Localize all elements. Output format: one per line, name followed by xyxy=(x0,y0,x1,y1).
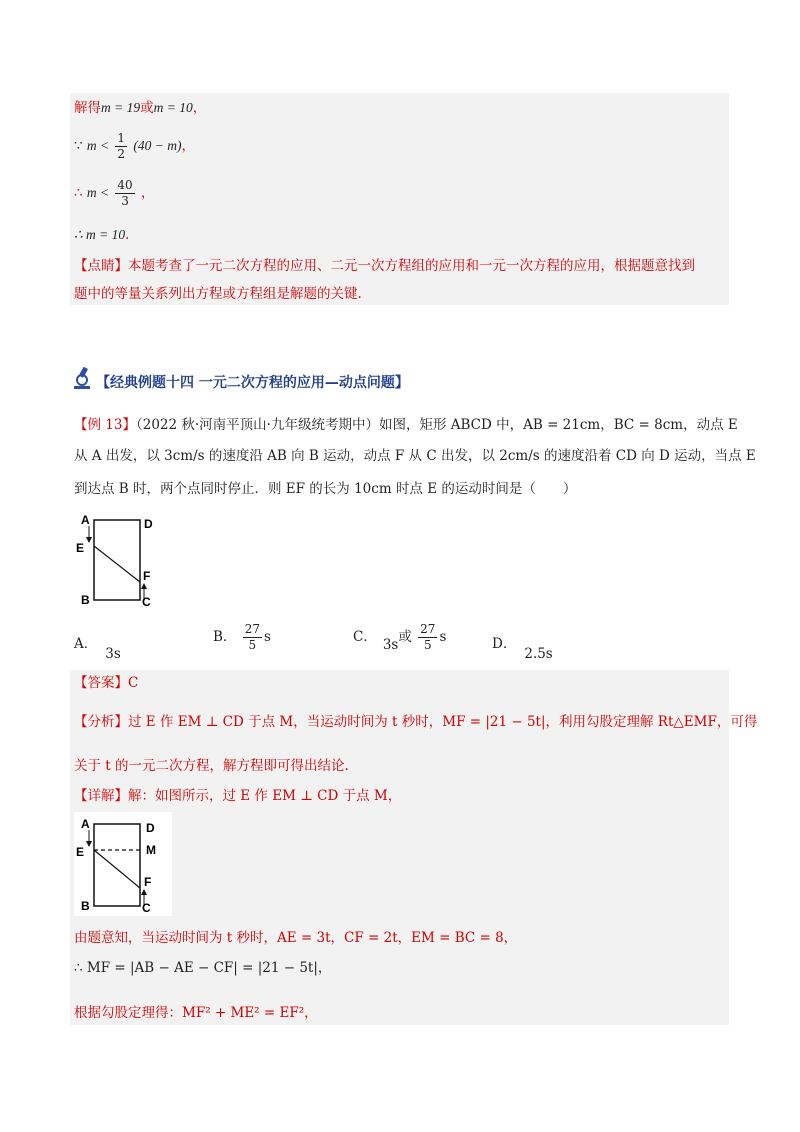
rectangle-figure-with-m xyxy=(74,812,172,916)
rectangle-figure xyxy=(74,508,164,608)
label-M: M xyxy=(146,843,156,857)
detail-step-2: ∴ MF = |AB − AE − CF| = |21 − 5t|， xyxy=(74,960,332,976)
line-therefore-bound: ∴ m < $\frac{40}{3}$ ， xyxy=(74,178,155,208)
label-E: E xyxy=(76,541,85,555)
detail-step-3: 根据勾股定理得：MF² + ME² = EF²， xyxy=(74,1005,318,1021)
comment-line-2: 题中的等量关系列出方程或方程组是解题的关键. xyxy=(74,286,362,302)
analysis-line-2: 关于 t 的一元二次方程，解方程即可得出结论. xyxy=(74,758,349,774)
label-C: C xyxy=(142,901,151,915)
label-F: F xyxy=(144,875,152,889)
line-because: ∵ m < $\frac{1}{2}$ (40 − m)， xyxy=(74,131,195,161)
line-final-m: ∴ m = 10． xyxy=(74,227,139,243)
option-d[interactable]: D．2.5s xyxy=(492,636,553,662)
detail-step-1: 由题意知，当运动时间为 t 秒时，AE = 3t，CF = 2t，EM = BC = 8， xyxy=(74,930,518,946)
comment-line-1: 【点睛】本题考查了一元二次方程的应用、二元一次方程组的应用和一元一次方程的应用，根据题意找到 xyxy=(74,258,695,274)
fraction-half: $\frac{1}{2}$ xyxy=(117,131,126,161)
label-C: C xyxy=(142,595,151,608)
label-A: A xyxy=(81,817,90,831)
example-line-2: 从 A 出发，以 3cm/s 的速度沿 AB 向 B 运动，动点 F 从 C 出发，以 2cm/s 的速度沿着 CD 向 D 运动，当点 E xyxy=(74,448,756,464)
label-B: B xyxy=(81,593,90,607)
example-line-1: 【例 13】（2022 秋·河南平顶山·九年级统考期中）如图，矩形 ABCD 中，AB = 21cm，BC = 8cm，动点 E xyxy=(74,417,738,433)
option-a[interactable]: A．3s xyxy=(74,636,121,662)
label-A: A xyxy=(81,513,90,527)
label-E: E xyxy=(76,845,85,859)
microscope-icon xyxy=(72,366,94,390)
label-D: D xyxy=(144,517,153,531)
detail-line: 【详解】解：如图所示，过 E 作 EM ⊥ CD 于点 M， xyxy=(74,788,402,804)
option-b[interactable]: B． $\frac{27}{5}$ s xyxy=(213,622,271,652)
answer-line: 【答案】C xyxy=(74,675,139,691)
example-line-3: 到达点 B 时，两个点同时停止．则 EF 的长为 10cm 时点 E 的运动时间是（ ） xyxy=(74,481,577,497)
section-heading: 【经典例题十四 一元二次方程的应用—动点问题】 xyxy=(96,375,409,391)
option-c[interactable]: C． 3s或 $\frac{27}{5}$ s xyxy=(353,622,447,653)
analysis-line-1: 【分析】过 E 作 EM ⊥ CD 于点 M，当运动时间为 t 秒时，MF = |21 − 5t|，利用勾股定理解 Rt△EMF，可得 xyxy=(74,714,758,730)
label-F: F xyxy=(143,569,151,583)
label-D: D xyxy=(146,821,155,835)
label-B: B xyxy=(81,899,90,913)
fraction-forty-thirds: $\frac{40}{3}$ xyxy=(117,178,133,208)
line-solve-result: 解得m = 19或m = 10， xyxy=(74,100,207,116)
